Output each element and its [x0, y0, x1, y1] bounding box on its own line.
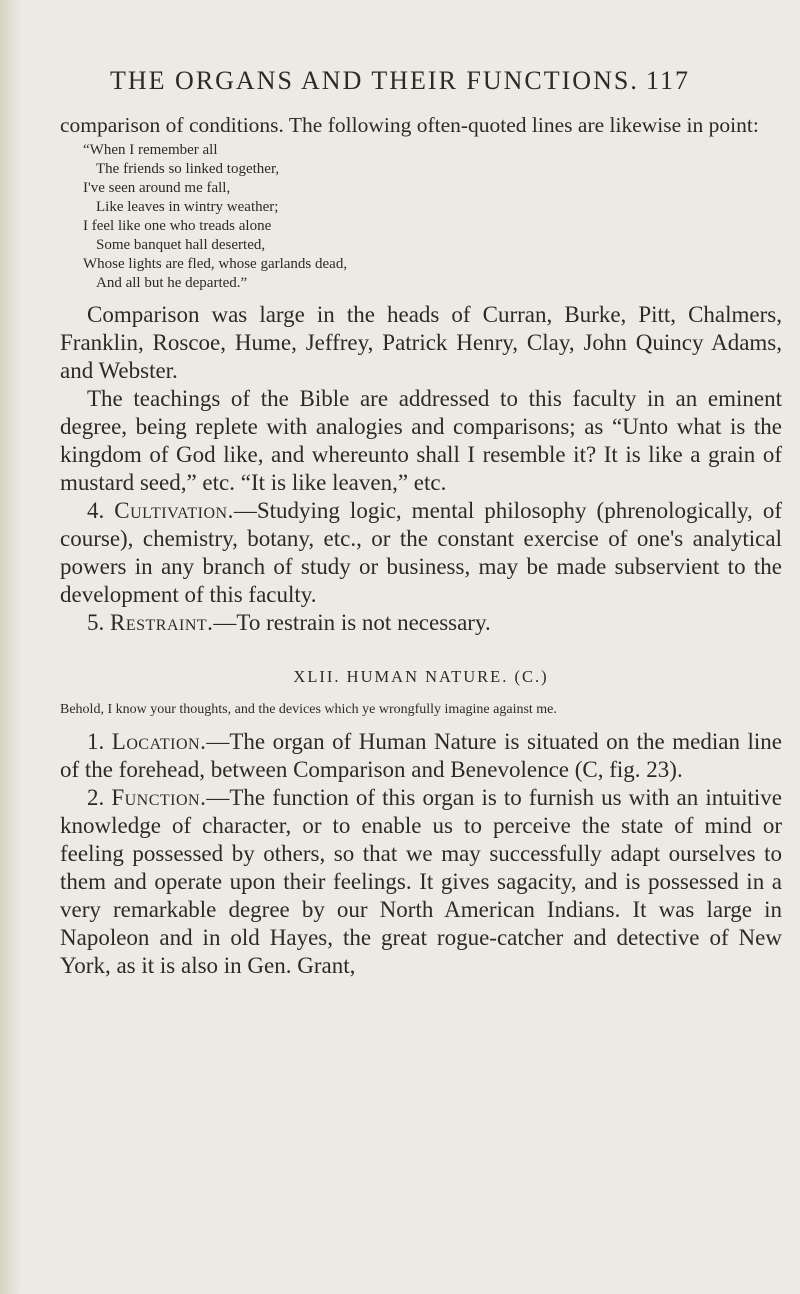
running-head	[110, 66, 790, 96]
intro-paragraph: comparison of conditions. The following often-quoted lines are likewise in point:	[60, 113, 759, 137]
item-text: —The function of this organ is to furnish us with an intuitive knowledge of character, or to enable us to perceive the state of mind or feeling possessed by others, so that we may successfully adapt ourselves to them and operate upon their feelings. It gives sagacity, and is possessed in a very remarkable degree by our North American Indians. It was large in Napoleon and in old Hayes, the great rogue-catcher and detective of New York, as it is also in Gen. Grant,	[60, 785, 782, 978]
item-label: Restraint.	[110, 610, 214, 635]
item-label: Function.	[111, 785, 207, 810]
section-heading: XLII. HUMAN NATURE. (C.)	[293, 667, 549, 686]
poem-line: And all but he departed.”	[96, 275, 248, 291]
item-number: 4.	[87, 498, 105, 523]
restraint-item	[60, 609, 782, 637]
page-number: 117	[645, 66, 690, 95]
poem-line: Some banquet hall deserted,	[96, 237, 266, 253]
poem-line: The friends so linked together,	[96, 161, 280, 177]
item-text: —Studying logic, mental philosophy (phrenologically, of course), chemistry, botany, etc., or the constant exercise of one's analytical powers in any branch of study or business, may be made subservient to the development of this faculty.	[60, 498, 782, 607]
item-number: 5.	[87, 610, 105, 635]
page-edge-shadow	[0, 0, 22, 1294]
poem-line: “When I remember all	[83, 142, 218, 158]
item-label: Cultivation.	[114, 498, 234, 523]
quoted-poem	[83, 141, 782, 293]
item-number: 1.	[87, 729, 105, 754]
comparison-heads-paragraph: Comparison was large in the heads of Curran, Burke, Pitt, Chalmers, Franklin, Roscoe, Hume, Jeffrey, Patrick Henry, Clay, John Quincy Adams, and Webster.	[60, 302, 782, 383]
item-label: Location.	[111, 729, 207, 754]
bible-paragraph: The teachings of the Bible are addressed to this faculty in an eminent degree, being replete with analogies and comparisons; as “Unto what is the kingdom of God like, and whereunto shall I resemble it? It is like a grain of mustard seed,” etc. “It is like leaven,” etc.	[60, 386, 782, 495]
poem-line: I've seen around me fall,	[83, 180, 231, 196]
poem-line: I feel like one who treads alone	[83, 218, 272, 234]
page-body	[60, 112, 782, 980]
running-head-title: THE ORGANS AND THEIR FUNCTIONS.	[110, 66, 639, 95]
function-item	[60, 784, 782, 980]
item-number: 2.	[87, 785, 105, 810]
poem-line: Whose lights are fled, whose garlands dead,	[83, 256, 348, 272]
item-text: —To restrain is not necessary.	[213, 610, 491, 635]
section-motto: Behold, I know your thoughts, and the devices which ye wrongfully imagine against me.	[60, 702, 557, 717]
cultivation-item	[60, 497, 782, 609]
location-item	[60, 728, 782, 784]
poem-line: Like leaves in wintry weather;	[96, 199, 279, 215]
item-text: —The organ of Human Nature is situated on the median line of the forehead, between Comparison and Benevolence (C, fig. 23).	[60, 729, 783, 782]
